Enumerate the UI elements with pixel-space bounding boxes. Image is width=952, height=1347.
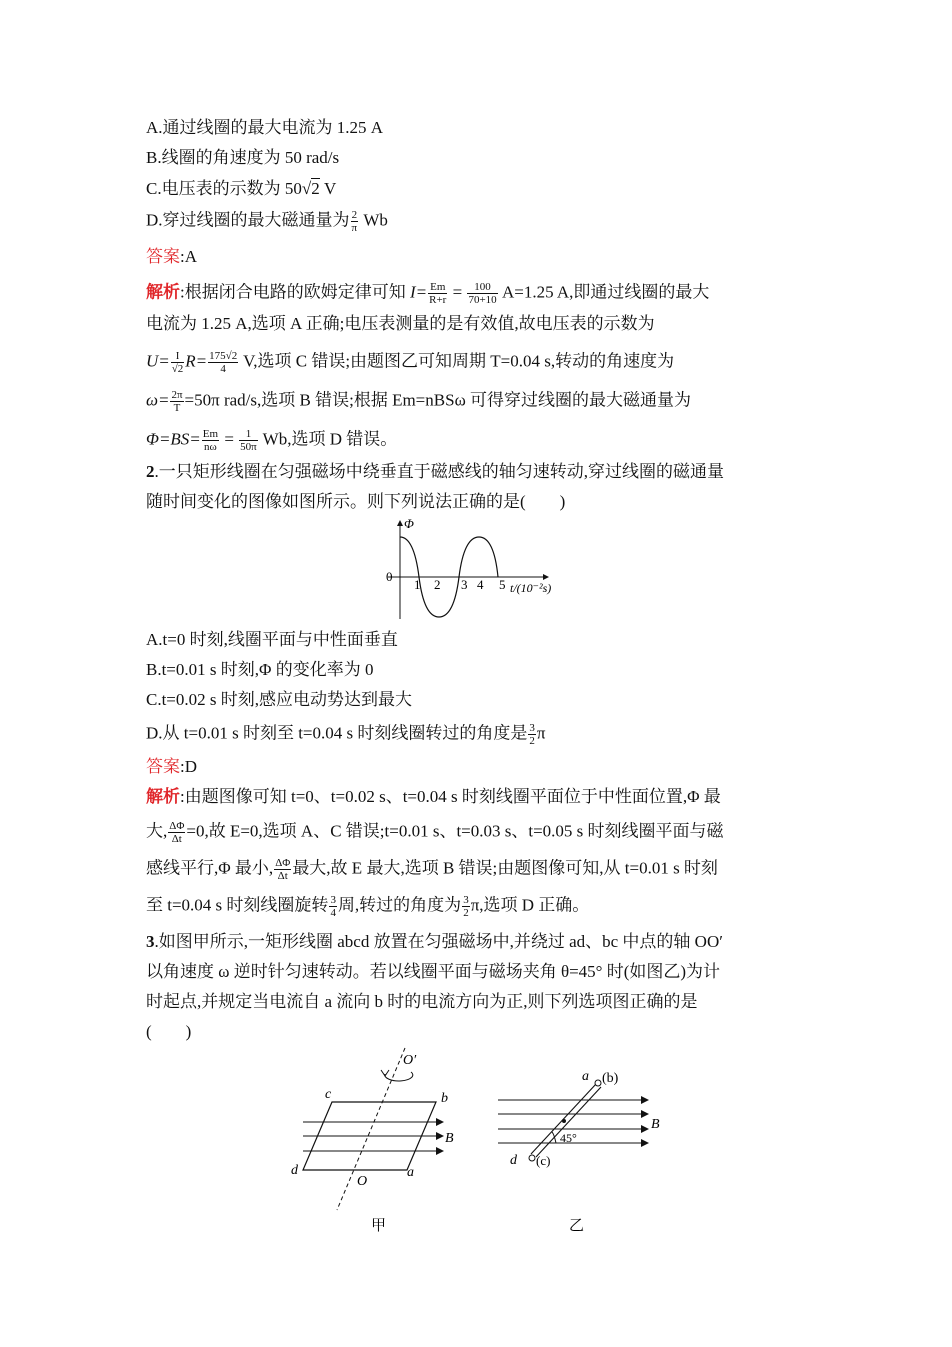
analysis-text: 周,转过的角度为 xyxy=(337,895,462,915)
q3-stem-line-2: 以角速度 ω 逆时针匀速转动。若以线圈平面与磁场夹角 θ=45° 时(如图乙)为计 xyxy=(146,962,721,981)
q1-option-b: B.线圈的角速度为 50 rad/s xyxy=(146,148,340,167)
figure-jia-coil xyxy=(285,1040,470,1240)
graph-tick-5: 5 xyxy=(499,577,506,592)
label-field-B: B xyxy=(445,1131,454,1146)
fraction: $\frac{3}{4}$ xyxy=(330,894,336,919)
figure-caption-yi: 乙 xyxy=(569,1218,585,1234)
coil-end-circle xyxy=(595,1080,601,1086)
answer-value: :A xyxy=(180,247,197,266)
q1-option-c xyxy=(146,178,336,200)
q1-analysis-line-2: 电流为 1.25 A,选项 A 正确;电压表测量的是有效值,故电压表的示数为 xyxy=(146,314,655,333)
label-d: d xyxy=(291,1163,298,1178)
analysis-text: R= xyxy=(185,351,208,371)
q1-option-d-unit: Wb xyxy=(359,210,388,230)
fraction: $\frac{175√2}{4}$ xyxy=(209,350,238,375)
analysis-text: =0,故 E=0,选项 A、C 错误;t=0.01 s、t=0.03 s、t=0.05 s 时刻线圈平面与磁 xyxy=(186,821,724,841)
fraction: $\frac{3}{2}$ xyxy=(529,722,535,747)
q2-option-d-unit: π xyxy=(536,723,546,743)
analysis-text: 最大,故 E 最大,选项 B 错误;由题图像可知,从 t=0.01 s 时刻 xyxy=(292,858,718,878)
graph-tick-3: 3 xyxy=(461,577,468,592)
q2-stem-text: .一只矩形线圈在匀强磁场中绕垂直于磁感线的轴匀速转动,穿过线圈的磁通量 xyxy=(154,462,724,481)
graph-origin: 0 xyxy=(386,569,393,584)
label-angle: 45° xyxy=(560,1131,577,1145)
q3-stem-line-3: 时起点,并规定当电流自 a 流向 b 时的电流方向为正,则下列选项图正确的是 xyxy=(146,992,698,1011)
fraction: $\frac{I}{√2}$ xyxy=(171,350,184,375)
q1-option-c-text: C.电压表的示数为 50 xyxy=(146,179,302,198)
q2-analysis-line-4 xyxy=(146,894,589,919)
fraction: $\frac{1}{50\pi}$ xyxy=(240,428,257,453)
q3-stem-text: .如图甲所示,一矩形线圈 abcd 放置在匀强磁场中,并绕过 ad、bc 中点的轴 OO′ xyxy=(154,932,723,951)
q3-stem-line-1 xyxy=(146,931,723,953)
analysis-text: Wb,选项 D 错误。 xyxy=(258,429,398,449)
q2-analysis-line-1 xyxy=(146,786,721,808)
fraction: $\frac{3}{2}$ xyxy=(463,894,469,919)
question-number: 2 xyxy=(146,462,155,481)
question-number: 3 xyxy=(146,932,155,951)
q2-stem-line-2: 随时间变化的图像如图所示。则下列说法正确的是( ) xyxy=(146,492,566,511)
fraction: $\frac{Em}{R+r}$ xyxy=(429,281,447,306)
sqrt-icon: √ xyxy=(301,179,312,198)
figure-caption-jia: 甲 xyxy=(371,1218,387,1234)
q1-analysis-line-4 xyxy=(146,389,691,414)
analysis-text: A=1.25 A,即通过线圈的最大 xyxy=(498,282,710,302)
label-c: c xyxy=(325,1087,332,1102)
q1-option-d-text: D.穿过线圈的最大磁通量为 xyxy=(146,210,350,230)
q1-analysis-line-3 xyxy=(146,350,674,375)
coil-end-circle xyxy=(529,1155,535,1161)
q1-analysis-line-5 xyxy=(146,428,397,453)
graph-tick-2: 2 xyxy=(434,577,441,592)
fraction: $\frac{\Delta\Phi}{\Delta t}$ xyxy=(169,820,185,845)
analysis-text: π,选项 D 正确。 xyxy=(470,895,590,915)
q2-option-d-text: D.从 t=0.01 s 时刻至 t=0.04 s 时刻线圈转过的角度是 xyxy=(146,723,528,743)
analysis-label: 解析 xyxy=(146,787,180,806)
label-a: a xyxy=(582,1069,589,1084)
q2-option-a: A.t=0 时刻,线圈平面与中性面垂直 xyxy=(146,630,398,649)
answer-label: 答案 xyxy=(146,247,180,266)
label-b-paren: (b) xyxy=(602,1071,619,1086)
analysis-text: ω= xyxy=(146,390,170,410)
fraction: $\frac{2\pi}{T}$ xyxy=(171,389,183,414)
analysis-text: I= xyxy=(409,282,428,302)
label-d: d xyxy=(510,1153,517,1168)
graph-tick-4: 4 xyxy=(477,577,484,592)
q1-option-a: A.通过线圈的最大电流为 1.25 A xyxy=(146,118,384,137)
analysis-text: :根据闭合电路的欧姆定律可知 xyxy=(180,282,410,302)
q2-option-b: B.t=0.01 s 时刻,Φ 的变化率为 0 xyxy=(146,660,374,679)
analysis-text: V,选项 C 错误;由题图乙可知周期 T=0.04 s,转动的角速度为 xyxy=(239,351,675,371)
analysis-text: 大, xyxy=(146,821,168,841)
analysis-label: 解析 xyxy=(146,282,180,302)
fraction: $\frac{2}{\pi}$ xyxy=(351,209,358,234)
coil-edge xyxy=(536,1087,601,1157)
q2-analysis-line-3 xyxy=(146,857,718,882)
q1-option-d xyxy=(146,209,388,234)
axis-point xyxy=(562,1119,566,1123)
analysis-text: U= xyxy=(146,351,170,371)
fraction: $\frac{\Delta\Phi}{\Delta t}$ xyxy=(275,857,291,882)
label-a: a xyxy=(407,1165,414,1180)
analysis-text: = xyxy=(220,429,239,449)
answer-label: 答案 xyxy=(146,757,180,776)
q2-answer xyxy=(146,756,197,778)
graph-tick-1: 1 xyxy=(414,577,421,592)
analysis-text: 感线平行,Φ 最小, xyxy=(146,858,274,878)
q3-stem-line-4: ( ) xyxy=(146,1022,192,1041)
flux-time-graph xyxy=(380,515,570,623)
label-o: O xyxy=(357,1174,368,1189)
rotation-axis xyxy=(337,1048,405,1210)
answer-value: :D xyxy=(180,757,197,776)
q2-analysis-line-2 xyxy=(146,820,724,845)
label-c-paren: (c) xyxy=(536,1153,551,1168)
q2-stem-line-1 xyxy=(146,461,724,483)
analysis-text: :由题图像可知 t=0、t=0.02 s、t=0.04 s 时刻线圈平面位于中性面位置,Φ 最 xyxy=(180,787,721,806)
q1-analysis-line-1 xyxy=(146,281,709,306)
label-o-prime: O′ xyxy=(403,1053,417,1068)
label-b: b xyxy=(441,1091,448,1106)
rotation-arrow-icon xyxy=(385,1072,413,1081)
q1-option-c-root: 2 xyxy=(311,179,320,198)
arrowhead-icon xyxy=(381,1070,389,1076)
analysis-text: =50π rad/s,选项 B 错误;根据 Em=nBSω 可得穿过线圈的最大磁通量为 xyxy=(184,390,692,410)
fraction: $\frac{100}{70+10}$ xyxy=(468,281,497,306)
label-field-B: B xyxy=(651,1117,660,1132)
graph-x-label: t/(10⁻²s) xyxy=(510,581,552,595)
q2-option-d xyxy=(146,722,545,747)
q1-option-c-unit: V xyxy=(319,179,337,198)
q2-option-c: C.t=0.02 s 时刻,感应电动势达到最大 xyxy=(146,690,413,709)
fraction: $\frac{Em}{n\omega}$ xyxy=(202,428,219,453)
graph-y-label: Φ xyxy=(404,516,414,531)
analysis-text: Φ=BS= xyxy=(146,429,201,449)
figure-yi-side-view xyxy=(490,1062,675,1238)
analysis-text: = xyxy=(448,282,467,302)
analysis-text: 至 t=0.04 s 时刻线圈旋转 xyxy=(146,895,329,915)
q1-answer xyxy=(146,246,197,268)
